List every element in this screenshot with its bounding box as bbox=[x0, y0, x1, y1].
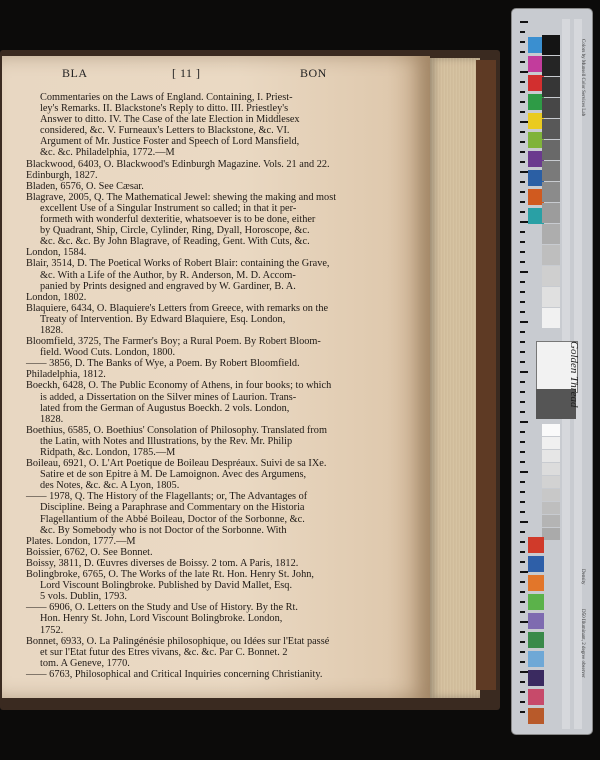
scale-tick bbox=[520, 641, 525, 643]
scale-tick bbox=[520, 391, 525, 393]
color-patch bbox=[528, 670, 544, 686]
book-page bbox=[2, 56, 430, 698]
catalog-line: Blackwood, 6403, O. Blackwood's Edinburgh Magazine. Vols. 21 and 22. bbox=[26, 158, 330, 170]
catalog-line: the Latin, with Notes and Illustrations, by the Rev. Mr. Philip bbox=[40, 435, 293, 447]
catalog-line: et sur l'Etat futur des Etres vivans, &c. &c. Par C. Bonnet. 2 bbox=[40, 646, 288, 658]
scale-tick bbox=[520, 611, 525, 613]
catalog-line: —— 6763, Philosophical and Critical Inquiries concerning Christianity. bbox=[26, 668, 323, 680]
scale-tick bbox=[520, 181, 525, 183]
catalog-line: considered, &c. V. Furneaux's Letters to Blackstone, &c. VI. bbox=[40, 125, 290, 137]
catalog-line: lated from the German of Augustus Boeckh. 2 vols. London, bbox=[40, 402, 290, 414]
catalog-line: Ridpath, &c. London, 1785.—M bbox=[40, 447, 176, 458]
catalog-line: Flagellantium of the Abbé Boileau, Doctor of the Sorbonne, &c. bbox=[40, 513, 305, 525]
catalog-line: Treaty of Intervention. By Edward Blaquiere, Esq. London, bbox=[40, 313, 286, 325]
page-edges bbox=[428, 58, 480, 698]
scale-tick bbox=[520, 581, 525, 583]
gray-step bbox=[542, 450, 560, 462]
color-target-card bbox=[511, 8, 593, 735]
scale-tick bbox=[520, 281, 525, 283]
gray-step bbox=[542, 56, 560, 76]
gray-step bbox=[542, 476, 560, 488]
catalog-line: excellent Use of a Singular Instrument so called; in that it per- bbox=[40, 202, 297, 214]
target-bottom-label: D50 Illuminant, 2 degree observer bbox=[580, 609, 585, 678]
catalog-line: Philadelphia, 1812. bbox=[26, 369, 106, 381]
scale-tick bbox=[520, 171, 528, 173]
catalog-line: Hon. Henry St. John, Lord Viscount Bolingbroke. London, bbox=[40, 613, 283, 625]
scale-tick bbox=[520, 451, 525, 453]
catalog-line: &c. With a Life of the Author, by R. Anderson, M. D. Accom- bbox=[40, 269, 296, 281]
gray-step bbox=[542, 502, 560, 514]
catalog-line: by Quadrant, Ship, Circle, Cylinder, Ring, Dyall, Horoscope, &c. bbox=[40, 225, 310, 237]
scale-tick bbox=[520, 301, 525, 303]
catalog-line: 1828. bbox=[40, 324, 64, 336]
gray-step bbox=[542, 463, 560, 475]
scale-tick bbox=[520, 661, 525, 663]
scale-tick bbox=[520, 231, 525, 233]
scale-tick bbox=[520, 21, 528, 23]
scale-tick bbox=[520, 141, 525, 143]
scale-tick bbox=[520, 501, 525, 503]
gray-step bbox=[542, 266, 560, 286]
catalog-line: Bonnet, 6933, O. La Palingénésie philosophique, ou Idées sur l'Etat passé bbox=[26, 635, 330, 647]
catalog-line: —— 3856, D. The Banks of Wye, a Poem. By Robert Bloomfield. bbox=[26, 358, 300, 370]
catalog-line: Plates. London, 1777.—M bbox=[26, 535, 136, 547]
target-top-label: Colors by Munsell Color Services Lab bbox=[580, 39, 585, 117]
scale-tick bbox=[520, 481, 525, 483]
scale-tick bbox=[520, 81, 525, 83]
gray-step bbox=[542, 224, 560, 244]
catalog-line: &c. &c. Philadelphia, 1772.—M bbox=[40, 147, 175, 159]
scale-tick bbox=[520, 511, 525, 513]
catalog-line: Answer to ditto. IV. The Case of the late Election in Middlesex bbox=[40, 114, 300, 126]
color-patch bbox=[528, 537, 544, 553]
gray-step bbox=[542, 140, 560, 160]
catalog-line: —— 6906, O. Letters on the Study and Use of History. By the Rt. bbox=[26, 602, 298, 614]
catalog-line: Boissy, 3811, D. Œuvres diverses de Boissy. 2 tom. A Paris, 1812. bbox=[26, 557, 299, 569]
catalog-line: Bloomfield, 3725, The Farmer's Boy; a Rural Poem. By Robert Bloom- bbox=[26, 336, 321, 348]
gray-step bbox=[542, 119, 560, 139]
scale-tick bbox=[520, 431, 525, 433]
scale-tick bbox=[520, 471, 528, 473]
scale-tick bbox=[520, 331, 525, 333]
gray-step bbox=[542, 35, 560, 55]
scale-tick bbox=[520, 441, 525, 443]
scale-tick bbox=[520, 711, 525, 713]
catalog-line: Argument of Mr. Justice Foster and Speech of Lord Mansfield, bbox=[40, 136, 300, 148]
scale-tick bbox=[520, 621, 528, 623]
scale-tick bbox=[520, 571, 528, 573]
catalog-line: ley's Remarks. II. Blackstone's Reply to ditto. III. Priestley's bbox=[40, 103, 289, 115]
color-patch bbox=[528, 632, 544, 648]
scale-tick bbox=[520, 351, 525, 353]
color-patch bbox=[528, 613, 544, 629]
scale-tick bbox=[520, 371, 528, 373]
scale-tick bbox=[520, 321, 528, 323]
scale-tick bbox=[520, 591, 525, 593]
catalog-line: &c. By Somebody who is not Doctor of the Sorbonne. With bbox=[40, 524, 287, 536]
catalog-line: Boissier, 6762, O. See Bonnet. bbox=[26, 546, 153, 558]
gray-step bbox=[542, 528, 560, 540]
gray-step bbox=[542, 77, 560, 97]
gray-step bbox=[542, 308, 560, 328]
catalog-line: London, 1584. bbox=[26, 247, 87, 259]
color-patch bbox=[528, 594, 544, 610]
scale-tick bbox=[520, 671, 528, 673]
scale-tick bbox=[520, 411, 525, 413]
header-left: BLA bbox=[62, 66, 88, 80]
scale-tick bbox=[520, 251, 525, 253]
scale-tick bbox=[520, 531, 525, 533]
catalog-line: field. Wood Cuts. London, 1800. bbox=[40, 347, 176, 359]
scale-tick bbox=[520, 201, 525, 203]
catalog-line: Blair, 3514, D. The Poetical Works of Robert Blair: containing the Grave, bbox=[26, 258, 330, 270]
gray-step bbox=[542, 437, 560, 449]
scale-tick bbox=[520, 211, 525, 213]
gray-step bbox=[542, 98, 560, 118]
catalog-line: is added, a Dissertation on the Silver mines of Laurion. Trans- bbox=[40, 391, 297, 403]
gray-step bbox=[542, 515, 560, 527]
catalog-line: des Notes, &c. &c. A Lyon, 1805. bbox=[40, 480, 180, 492]
gray-step bbox=[542, 182, 560, 202]
catalog-line: 1828. bbox=[40, 413, 64, 425]
scale-tick bbox=[520, 31, 525, 33]
scale-tick bbox=[520, 601, 525, 603]
density-label: Density bbox=[580, 569, 585, 585]
scale-tick bbox=[520, 341, 525, 343]
scale-tick bbox=[520, 161, 525, 163]
catalog-line: formeth with wonderful dexteritie, whatsoever is to be done, either bbox=[40, 214, 316, 226]
scale-tick bbox=[520, 651, 525, 653]
scale-tick bbox=[520, 551, 525, 553]
gray-step bbox=[542, 424, 560, 436]
gray-step bbox=[542, 245, 560, 265]
catalog-text bbox=[26, 92, 386, 680]
scale-tick bbox=[520, 121, 528, 123]
catalog-line: Lord Viscount Bolingbroke. Published by David Mallet, Esq. bbox=[40, 580, 293, 592]
book-spine bbox=[476, 60, 496, 690]
scale-tick bbox=[520, 491, 525, 493]
page-number: [ 11 ] bbox=[172, 66, 201, 80]
scale-tick bbox=[520, 131, 525, 133]
catalog-line: &c. &c. &c. By John Blagrave, of Reading, Gent. With Cuts, &c. bbox=[40, 236, 310, 248]
scale-tick bbox=[520, 41, 525, 43]
gray-step bbox=[542, 287, 560, 307]
catalog-line: 5 vols. Dublin, 1793. bbox=[40, 591, 127, 603]
color-patch bbox=[528, 575, 544, 591]
scale-tick bbox=[520, 111, 525, 113]
header-right: BON bbox=[300, 66, 327, 80]
catalog-line: Blagrave, 2005, Q. The Mathematical Jewel: shewing the making and most bbox=[26, 191, 337, 203]
scale-tick bbox=[520, 561, 525, 563]
scale-tick bbox=[520, 521, 528, 523]
scale-tick bbox=[520, 221, 528, 223]
scale-tick bbox=[520, 101, 525, 103]
scale-tick bbox=[520, 291, 525, 293]
brand-text: Golden Thread bbox=[568, 340, 580, 408]
catalog-line: Bladen, 6576, O. See Cæsar. bbox=[26, 180, 144, 192]
catalog-line: Blaquiere, 6434, O. Blaquiere's Letters from Greece, with remarks on the bbox=[26, 302, 329, 314]
catalog-line: —— 1978, Q. The History of the Flagellants; or, The Advantages of bbox=[26, 491, 308, 503]
scale-tick bbox=[520, 91, 525, 93]
color-patch bbox=[528, 651, 544, 667]
gray-step bbox=[542, 161, 560, 181]
scale-tick bbox=[520, 261, 525, 263]
catalog-line: Satire et de son Epitre à M. De Lamoignon. Avec des Argumens, bbox=[40, 469, 307, 481]
scale-tick bbox=[520, 401, 525, 403]
scale-tick bbox=[520, 191, 525, 193]
scale-tick bbox=[520, 421, 528, 423]
scale-tick bbox=[520, 541, 525, 543]
catalog-line: London, 1802. bbox=[26, 291, 87, 303]
catalog-line: Boethius, 6585, O. Boethius' Consolation of Philosophy. Translated from bbox=[26, 424, 327, 436]
color-patch bbox=[528, 708, 544, 724]
gray-step bbox=[542, 489, 560, 501]
gray-step bbox=[542, 203, 560, 223]
catalog-line: panied by Prints designed and engraved by W. Gardiner, B. A. bbox=[40, 280, 296, 292]
scale-tick bbox=[520, 381, 525, 383]
catalog-line: 1752. bbox=[40, 624, 64, 636]
scale-tick bbox=[520, 271, 528, 273]
scale-tick bbox=[520, 461, 525, 463]
color-patch bbox=[528, 689, 544, 705]
scale-tick bbox=[520, 681, 525, 683]
scale-tick bbox=[520, 71, 528, 73]
catalog-line: Commentaries on the Laws of England. Containing, I. Priest- bbox=[40, 92, 293, 103]
catalog-line: Boeckh, 6428, O. The Public Economy of Athens, in four books; to which bbox=[26, 380, 332, 392]
scale-tick bbox=[520, 311, 525, 313]
color-patch bbox=[528, 556, 544, 572]
catalog-line: Boileau, 6921, O. L'Art Poetique de Boileau Despréaux. Suivi de sa IXe. bbox=[26, 458, 327, 470]
catalog-line: Discipline. Being a Paraphrase and Commentary on the Historia bbox=[40, 502, 305, 514]
catalog-line: Edinburgh, 1827. bbox=[26, 169, 98, 181]
scale-tick bbox=[520, 51, 525, 53]
scale-tick bbox=[520, 701, 525, 703]
scale-tick bbox=[520, 241, 525, 243]
scale-tick bbox=[520, 61, 525, 63]
scale-tick bbox=[520, 631, 525, 633]
scale-tick bbox=[520, 361, 525, 363]
catalog-line: Bolingbroke, 6765, O. The Works of the late Rt. Hon. Henry St. John, bbox=[26, 569, 314, 581]
scale-tick bbox=[520, 691, 525, 693]
scale-tick bbox=[520, 151, 525, 153]
catalog-line: tom. A Geneve, 1770. bbox=[40, 657, 130, 669]
